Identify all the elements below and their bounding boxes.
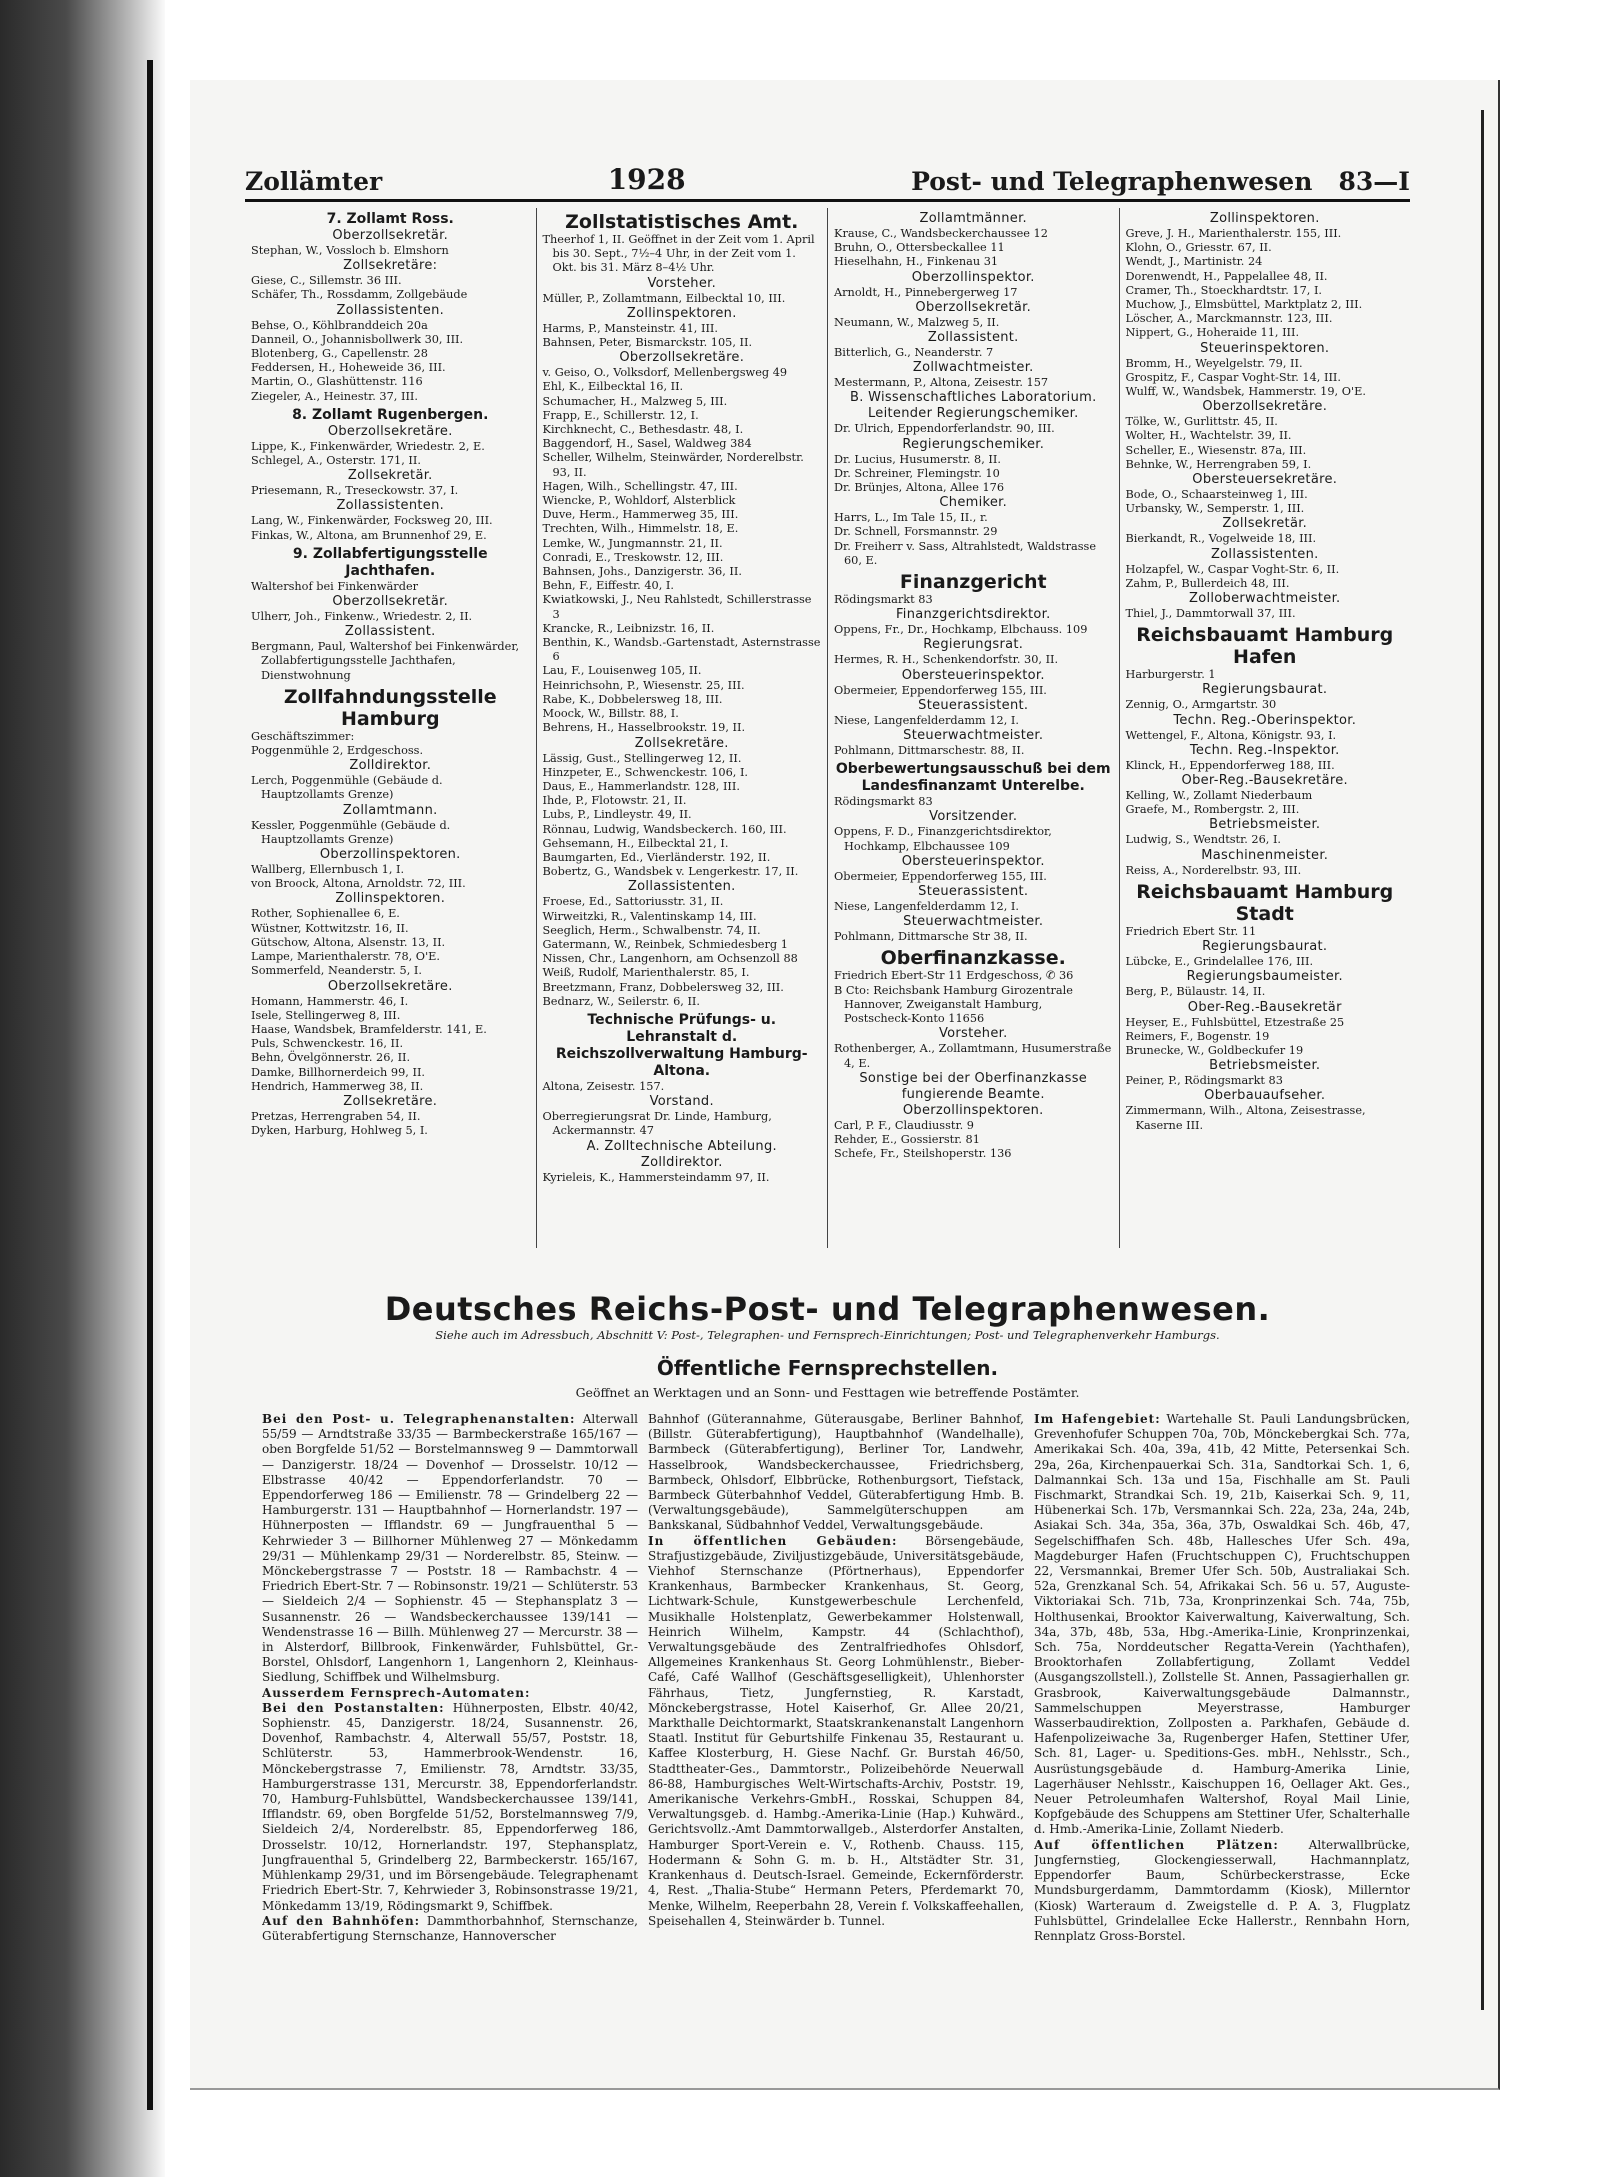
person-entry: Obermeier, Eppendorferweg 155, III. [834,683,1047,697]
role-heading: Techn. Reg.-Oberinspektor. [1173,712,1357,728]
location-group-label: Im Hafengebiet: [1034,1412,1161,1426]
person-entry: Harrs, L., Im Tale 15, II., r. [834,511,988,525]
office-section [1126,881,1405,1133]
person-entry: Lerch, Poggenmühle (Gebäude d. Hauptzollamts Grenze) [251,774,443,802]
person-entry: Rehder, E., Gossierstr. 81 [834,1132,980,1146]
office-title: Oberbewertungsausschuß bei dem Landesfinanzamt Unterelbe. [835,761,1111,795]
role-heading: Zollassistent. [344,624,436,640]
office-section [251,211,530,404]
person-entry: Ziegeler, A., Heinestr. 37, III. [251,389,418,403]
directory-column-1 [245,208,537,1248]
office-title: 7. Zollamt Ross. [326,211,454,227]
person-entry: Weiß, Rudolf, Marienthalerstr. 85, I. [542,966,750,980]
role-heading: Ober-Reg.-Bausekretär [1187,999,1342,1015]
person-entry: Harms, P., Mansteinstr. 41, III. [542,321,718,335]
person-entry: Pohlmann, Dittmarsche Str 38, II. [834,930,1028,944]
person-entry: Dorenwendt, H., Pappelallee 48, II. [1125,269,1328,283]
fernsprech-column-2 [648,1412,1024,2012]
person-entry: Kwiatkowski, J., Neu Rahlstedt, Schillerstrasse 3 [542,593,812,621]
person-entry: Dr. Freiherr v. Sass, Altrahlstedt, Waldstrasse 60, E. [834,539,1097,567]
office-section [834,947,1113,1161]
office-title: Reichsbauamt Hamburg Stadt [1136,880,1394,925]
person-entry: Schäfer, Th., Rossdamm, Zollgebäude [251,288,468,302]
person-entry: Reimers, F., Bogenstr. 19 [1125,1029,1270,1043]
office-section [834,211,1113,568]
role-heading: Zollassistenten. [336,498,445,514]
role-heading: Zollsekretäre: [343,258,438,274]
person-entry: Bode, O., Schaarsteinweg 1, III. [1125,488,1308,502]
person-entry: Lübcke, E., Grindelallee 176, III. [1125,955,1314,969]
location-paragraph [1034,1838,1410,1944]
person-entry: Gatermann, W., Reinbek, Schmiedesberg 1 [542,937,788,951]
role-heading: Techn. Reg.-Inspektor. [1189,742,1340,758]
person-entry: Puls, Schwenckestr. 16, II. [251,1037,404,1051]
person-entry: Berg, P., Bülaustr. 14, II. [1125,985,1266,999]
role-heading: Vorstand. [649,1094,714,1110]
person-entry: Graefe, M., Rombergstr. 2, III. [1125,803,1300,817]
person-entry: Klohn, O., Griesstr. 67, II. [1125,241,1272,255]
page-right-rule [1481,110,1484,2010]
person-entry: Damke, Billhornerdeich 99, II. [251,1065,425,1079]
person-entry: Rödingsmarkt 83 [834,795,933,809]
person-entry: Martin, O., Glashüttenstr. 116 [251,375,423,389]
person-entry: Lippe, K., Finkenwärder, Wriedestr. 2, E. [251,439,485,453]
main-title: Deutsches Reichs-Post- und Telegraphenwesen. [384,1290,1271,1328]
header-left-title: Zollämter [245,167,383,196]
role-heading: Steuerinspektoren. [1200,340,1330,356]
person-entry: Lässig, Gust., Stellingerweg 12, II. [542,751,742,765]
fernsprech-column-1 [262,1412,638,2012]
header-section-name: Post- und Telegraphenwesen [911,167,1313,196]
role-heading: Zolldirektor. [640,1154,723,1170]
person-entry: Behn, Övelgönnerstr. 26, II. [251,1051,411,1065]
role-heading: Oberzollinspektoren. [902,1102,1044,1118]
role-heading: Regierungschemiker. [902,436,1045,452]
person-entry: Behrens, H., Hasselbrookstr. 19, II. [542,721,746,735]
person-entry: Theerhof 1, II. Geöffnet in der Zeit vom 1. April bis 30. Sept., 7½–4 Uhr, in der Zeit vom 1. Okt. bis 31. März 8–4½ Uhr. [542,233,815,275]
person-entry: Bruhn, O., Ottersbeckallee 11 [834,241,1005,255]
person-entry: Kirchknecht, C., Bethesdastr. 48, I. [542,423,744,437]
person-entry: Niese, Langenfelderdamm 12, I. [834,900,1019,914]
person-entry: Heyser, E., Fuhlsbüttel, Etzestraße 25 [1125,1015,1345,1029]
person-entry: Greve, J. H., Marienthalerstr. 155, III. [1125,227,1342,240]
person-entry: B Cto: Reichsbank Hamburg Girozentrale Hannover, Zweiganstalt Hamburg, Postscheck-Konto 11656 [834,983,1073,1026]
directory-column-4 [1120,208,1411,1248]
person-entry: Zahm, P., Bullerdeich 48, III. [1125,576,1290,590]
person-entry: Cramer, Th., Stoeckhardtstr. 17, I. [1125,283,1323,297]
person-entry: Ehl, K., Eilbecktal 16, II. [542,380,684,394]
location-list-text: Hühnerposten, Elbstr. 40/42, Sophienstr. 45, Danzigerstr. 18/24, Susannenstr. 26, Dovenhof, Rambachstr. 4, Alterwall 55/57, Poststr. 18, Schlüterstr. 53, Hammerbrook-Wendenstr. 16, Mönckebergstrasse 7, Emilienstr. 78, Arndtstr. 33/35, Hamburgerstrasse 131, Mercurstr. 38, Eppendorferlandstr. 70, Hamburg-Fuhlsbüttel, Wandsbeckerchaussee 139/141, Ifflandstr. 69, oben Borgfelde 51/52, Borstelmannsweg 7/9, Sieldeich 2/4, Norderelbstr. 85, Eppendorferweg 186, Drosselstr. 10/12, Hornerlandstr. 197, Stephansplatz, Jungfrauenthal 5, Grindelberg 22, Barmbeckerstr. 165/167, Mühlenkamp 29/31, und im Börsengebäude. Telegraphenamt Friedrich Ebert-Str. 7, Kehrwieder 3, Robinsonstrasse 19/21, Mönkedamm 13/19, Rödingsmarkt 9, Schiffbek. [262,1700,638,1913]
role-heading: Zollamtmänner. [919,211,1027,226]
person-entry: Lau, F., Louisenweg 105, II. [542,664,702,678]
role-heading: Zollwachtmeister. [912,360,1034,376]
role-heading: B. Wissenschaftliches Laboratorium. [850,390,1097,406]
person-entry: Seeglich, Herm., Schwalbenstr. 74, II. [542,923,761,937]
person-entry: Wolter, H., Wachtelstr. 39, II. [1125,429,1292,443]
person-entry: Bednarz, W., Seilerstr. 6, II. [542,994,700,1008]
person-entry: Ihde, P., Flotowstr. 21, II. [542,794,687,808]
person-entry: Altona, Zeisestr. 157. [542,1079,665,1093]
role-heading: Zollassistenten. [336,302,445,318]
person-entry: Wiencke, P., Wohldorf, Alsterblick [542,494,736,508]
directory-column-3 [828,208,1120,1248]
header-right-title [911,167,1410,196]
person-entry: Rother, Sophienallee 6, E. [251,907,400,921]
location-paragraph [262,1914,638,1944]
office-section [1126,211,1405,621]
role-heading: Zollsekretär. [347,468,433,484]
person-entry: Poggenmühle 2, Erdgeschoss. [251,744,424,758]
person-entry: Zennig, O., Armgartstr. 30 [1125,698,1277,712]
role-heading: Chemiker. [939,495,1008,511]
location-list-text: Alterwall 55/59 — Arndtstraße 33/35 — Barmbeckerstraße 165/167 — oben Borgfelde 51/52 — Borstelmannsweg 9 — Dammtorwall — Danzigerstr. 18/24 — Dovenhof — Drosselstr. 10/12 — Elbstrasse 40/42 — Eppendorferlandstr. 70 — Eppendorferweg 186 — Emilienstr. 78 — Grindelberg 22 — Hamburgerstr. 131 — Hauptbahnhof — Hornerlandstr. 197 — Hühnerposten — Ifflandstr. 69 — Jungfrauenthal 5 — Kehrwieder 3 — Billhorner Mühlenweg 27 — Mönkedamm 29/31 — Mühlenkamp 29/31 — Norderelbstr. 85, Steinw. — Mönckebergstrasse 7 — Poststr. 18 — Rambachstr. 4 — Friedrich Ebert-Str. 7 — Robinsonstr. 19/21 — Schlüterstr. 53 — Sieldeich 2/4 — Sophienstr. 45 — Stephansplatz 3 — Susannenstr. 26 — Wandsbeckerchaussee 139/141 — Wendenstrasse 16 — Billh. Mühlenweg 27 — Mercurstr. 38 — in Alsterdorf, Billbrook, Finkenwärder, Fuhlsbüttel, Gr.-Borstel, Ohlsdorf, Langenhorn 1, Langenhorn 2, Kleinhaus-Siedlung, Schiffbek und Wilhelmsburg. [262,1412,638,1685]
office-section [251,686,530,1138]
person-entry: Schumacher, H., Malzweg 5, III. [542,394,728,408]
role-heading: Steuerassistent. [918,697,1029,713]
role-heading: Zollassistent. [927,330,1019,346]
role-heading: Regierungsrat. [923,637,1024,653]
person-entry: Waltershof bei Finkenwärder [251,579,419,593]
role-heading: Oberbauaufseher. [1204,1088,1326,1104]
person-entry: Harburgerstr. 1 [1125,668,1216,682]
person-entry: Thiel, J., Dammtorwall 37, III. [1125,607,1296,621]
role-heading: Zollinspektoren. [626,305,737,321]
person-entry: Dr. Ulrich, Eppendorferlandstr. 90, III. [834,422,1055,436]
role-heading: Zollamtmann. [342,802,438,818]
person-entry: Bromm, H., Weyelgelstr. 79, II. [1125,356,1303,370]
person-entry: Finkas, W., Altona, am Brunnenhof 29, E. [251,528,487,542]
binding-shadow-line [147,60,153,2110]
directory-columns [245,208,1410,1248]
person-entry: Geschäftszimmer: [251,729,355,743]
office-title: Technische Prüfungs- u. Lehranstalt d. Reichszollverwaltung Hamburg-Altona. [555,1011,808,1079]
main-title-note: Siehe auch im Adressbuch, Abschnitt V: Post-, Telegraphen- und Fernsprech-Einrichtungen; Post- und Telegraphenverkehr Hamburgs. [435,1328,1220,1342]
office-section [1126,624,1405,878]
location-paragraph [648,1534,1024,1929]
person-entry: Scheller, E., Wiesenstr. 87a, III. [1125,443,1307,457]
person-entry: Dr. Schnell, Forsmannstr. 29 [834,525,998,539]
person-entry: Tölke, W., Gurlittstr. 45, II. [1125,415,1278,429]
person-entry: Rothenberger, A., Zollamtmann, Husumerstraße 4, E. [834,1042,1112,1070]
person-entry: Hagen, Wilh., Schellingstr. 47, III. [542,479,738,493]
person-entry: Daus, E., Hammerlandstr. 128, III. [542,779,740,793]
person-entry: Oppens, F. D., Finanzgerichtsdirektor, Hochkamp, Elbchaussee 109 [834,825,1052,853]
person-entry: Holzapfel, W., Caspar Voght-Str. 6, II. [1125,562,1340,576]
person-entry: Trechten, Wilh., Himmelstr. 18, E. [542,522,739,536]
role-heading: Oberzollsekretäre. [1202,399,1328,415]
person-entry: Zimmermann, Wilh., Altona, Zeisestrasse, Kaserne III. [1125,1104,1366,1132]
location-paragraph [1034,1412,1410,1838]
role-heading: Finanzgerichtsdirektor. [895,607,1051,623]
person-entry: Duve, Herm., Hammerweg 35, III. [542,508,739,522]
role-heading: Ober-Reg.-Bausekretäre. [1181,773,1348,789]
role-heading: Regierungsbaumeister. [1186,969,1343,985]
person-entry: Stephan, W., Vossloch b. Elmshorn [251,244,449,257]
person-entry: Dyken, Harburg, Hohlweg 5, I. [251,1124,428,1138]
person-entry: Dr. Brünjes, Altona, Allee 176 [834,481,1005,495]
person-entry: Müller, P., Zollamtmann, Eilbecktal 10, III. [542,291,786,305]
person-entry: Ludwig, S., Wendtstr. 26, I. [1125,833,1282,847]
role-heading: Steuerwachtmeister. [903,728,1044,744]
person-entry: Wirweitzki, R., Valentinskamp 14, III. [542,909,757,923]
person-entry: Carl, P. F., Claudiusstr. 9 [834,1118,974,1132]
office-title: Finanzgericht [899,571,1047,594]
person-entry: Giese, C., Sillemstr. 36 III. [251,274,402,288]
office-title: Zollstatistisches Amt. [565,211,799,233]
person-entry: Wettengel, F., Altona, Königstr. 93, I. [1125,728,1337,742]
person-entry: Niese, Langenfelderdamm 12, I. [834,713,1019,727]
role-heading: Oberzollsekretäre. [619,350,745,366]
person-entry: Gütschow, Altona, Alsenstr. 13, II. [251,935,446,949]
person-entry: Baggendorf, H., Sasel, Waldweg 384 [542,437,752,451]
role-heading: Oberzollsekretär. [332,228,449,243]
person-entry: Lemke, W., Jungmannstr. 21, II. [542,536,723,550]
person-entry: Heinrichsohn, P., Wiesenstr. 25, III. [542,678,745,692]
location-group-label: Bei den Post- u. Telegraphenanstalten: [262,1412,576,1426]
person-entry: Ulherr, Joh., Finkenw., Wriedestr. 2, II. [251,610,473,624]
directory-column-2 [537,208,829,1248]
person-entry: Arnoldt, H., Pinnebergerweg 17 [834,285,1018,299]
location-paragraph [262,1412,638,1686]
office-section [543,1012,822,1185]
person-entry: Wendt, J., Martinistr. 24 [1125,255,1263,269]
office-section [543,211,822,1009]
person-entry: Dr. Lucius, Husumerstr. 8, II. [834,452,1001,466]
person-entry: Urbansky, W., Semperstr. 1, III. [1125,502,1305,516]
person-entry: Bahnsen, Peter, Bismarckstr. 105, II. [542,336,753,350]
person-entry: Bierkandt, R., Vogelweide 18, III. [1125,532,1317,546]
person-entry: Bahnsen, Johs., Danzigerstr. 36, II. [542,565,742,579]
person-entry: Bobertz, G., Wandsbek v. Lengerkestr. 17, II. [542,865,799,879]
person-entry: Danneil, O., Johannisbollwerk 30, III. [251,332,464,346]
location-group-label: Bei den Postanstalten: [262,1700,445,1715]
person-entry: Rödingsmarkt 83 [834,593,933,607]
person-entry: Moock, W., Billstr. 88, I. [542,707,679,721]
office-title: Zollfahndungsstelle Hamburg [283,685,497,730]
role-heading: Regierungsbaurat. [1202,939,1328,955]
office-title: 8. Zollamt Rugenbergen. [292,406,489,423]
role-heading: Leitender Regierungschemiker. [867,406,1079,422]
person-entry: Pohlmann, Dittmarschestr. 88, II. [834,744,1025,758]
header-year: 1928 [607,163,686,196]
person-entry: Mestermann, P., Altona, Zeisestr. 157 [834,376,1049,390]
role-heading: Zollsekretäre. [343,1093,438,1109]
office-section [834,571,1113,758]
person-entry: Hermes, R. H., Schenkendorfstr. 30, II. [834,653,1059,667]
person-entry: Blotenberg, G., Capellenstr. 28 [251,347,428,361]
location-group-label: In öffentlichen Gebäuden: [648,1533,898,1548]
header-page-number: 83—I [1338,167,1410,196]
office-title: 9. Zollabfertigungsstelle Jachthafen. [292,545,488,579]
role-heading: Vorsteher. [647,275,717,291]
person-entry: Wallberg, Ellernbusch 1, I. [251,863,405,877]
role-heading: A. Zolltechnische Abteilung. [586,1138,777,1154]
person-entry: Bergmann, Paul, Waltershof bei Finkenwärder, Zollabfertigungsstelle Jachthafen, Dienstwohnung [251,640,520,682]
person-entry: Rönnau, Ludwig, Wandsbeckerch. 160, III. [542,822,787,836]
person-entry: Priesemann, R., Treseckowstr. 37, I. [251,484,459,498]
role-heading: Steuerwachtmeister. [903,914,1044,930]
person-entry: Hieselhahn, H., Finkenau 31 [834,255,999,269]
person-entry: Kyrieleis, K., Hammersteindamm 97, II. [542,1170,770,1184]
role-heading: Zollsekretär. [1222,516,1308,532]
person-entry: Krause, C., Wandsbeckerchaussee 12 [834,227,1048,240]
role-heading: Oberzollsekretäre. [327,978,453,994]
role-heading: Oberzollsekretäre. [327,423,453,439]
person-entry: Obermeier, Eppendorferweg 155, III. [834,869,1047,883]
person-entry: Breetzmann, Franz, Dobbelersweg 32, III. [542,980,784,994]
person-entry: Kessler, Poggenmühle (Gebäude d. Hauptzollamts Grenze) [251,818,451,846]
role-heading: Zolldirektor. [349,758,432,774]
office-section [251,546,530,683]
location-group-label: Auf den Bahnhöfen: [262,1913,421,1928]
office-section [834,761,1113,944]
person-entry: Wulff, W., Wandsbek, Hammerstr. 19, O'E. [1125,385,1366,399]
role-heading: Sonstige bei der Oberfinanzkasse fungierende Beamte. [859,1070,1088,1102]
person-entry: Peiner, P., Rödingsmarkt 83 [1125,1074,1283,1088]
fernsprech-column-3 [1034,1412,1410,2012]
person-entry: Behnke, W., Herrengraben 59, I. [1125,457,1312,471]
location-group-label: Ausserdem Fernsprech-Automaten: [262,1685,531,1700]
location-list-text: Börsengebäude, Strafjustizgebäude, Ziviljustizgebäude, Universitätsgebäude, Viehhof Sternschanze (Pförtnerhaus), Eppendorfer Krankenhaus, Barmbecker Krankenhaus, St. Georg, Lichtwark-Schule, Kunstgewerbeschule Lerchenfeld, Musikhalle Holstenplatz, Gewerbekammer Holstenwall, Heinrich Wilhelm, Kampstr. 44 (Schlachthof), Verwaltungsgebäude des Zentralfriedhofes Ohlsdorf, Allgemeines Krankenhaus St. Georg Lohmühlenstr., Bieber-Café, Café Wallhof (Geschäftsgeselligkeit), Uhlenhorster Fährhaus, Tietz, Jungfernstieg, R. Karstadt, Mönckebergstrasse, Hotel Kaiserhof, Gr. Allee 20/21, Markthalle Deichtormarkt, Staatskrankenanstalt Langenhorn Staatl. Institut für Geburtshilfe Finkenau 35, Restaurant u. Kaffee Klosterburg, H. Giese Nachf. Gr. Burstah 46/50, Stadttheater-Ges., Dammtorstr., Polizeibehörde Neuerwall 86-88, Hamburgisches Welt-Wirtschafts-Archiv, Poststr. 19, Amerikanische Verkehrs-GmbH., Rosskai, Schuppen 84, Verwaltungsgeb. d. Hambg.-Amerika-Linie (Hap.) Kuhwärd., Gerichtsvollz.-Amt Dammtorwallgeb., Alsterdorfer Anstalten, Hamburger Sport-Verein e. V., Rothenb. Chauss. 115, Hodermann & Sohn G. m. b. H., Altstädter Str. 31, Krankenhaus d. Deutsch-Israel. Gemeinde, Eckernförderstr. 4, Rest. „Thalia-Stube“ Hermann Peters, Pferdemarkt 70, Menke, Wilhelm, Reeperbahn 28, Verein f. Volkskaffeehallen, Speisehallen 4, Steinwärder b. Tunnel. [648,1533,1024,1928]
location-list-text: Wartehalle St. Pauli Landungsbrücken, Grevenhofufer Schuppen 70a, 70b, Mönckebergkai Sch. 77a, Amerikakai Sch. 40a, 39a, 41b, 42 Mitte, Petersenkai Sch. 29a, 26a, Kirchenpauerkai Sch. 31a, Sandtorkai Sch. 1, 6, Dalmannkai Sch. 13a und 15a, Fischhalle am St. Pauli Fischmarkt, Strandkai Sch. 19, 21b, Kaiserkai Sch. 9, 11, Hübenerkai Sch. 17b, Versmannkai Sch. 22a, 23a, 24a, 24b, Asiakai Sch. 34a, 35a, 36a, 37b, Oswaldkai Sch. 46b, 47, Segelschiffhafen Sch. 48b, Hallesches Ufer Sch. 49a, Magdeburger Hafen (Fruchtschuppen C), Fruchtschuppen 22, Versmannkai, Bremer Ufer Sch. 50b, Australiakai Sch. 52a, Grenzkanal Sch. 54, Afrikakai Sch. 56 u. 57, Auguste-Viktoriakai Sch. 71b, 73a, Kronprinzenkai Sch. 74a, 75b, Holthusenkai, Brooktor Kaiverwaltung, Kaiverwaltung, Sch. 34a, 37b, 48b, 53a, Hbg.-Amerika-Linie, Kronprinzenkai, Sch. 75a, Norddeutscher Regatta-Verein (Yachthafen), Brooktorhafen Zollabfertigung, Zollamt Veddel (Ausgangszollstell.), Zollstelle St. Annen, Passagierhallen gr. Grasbrook, Kaiverwaltungsgebäude Dalmannstr., Sammelschuppen Meyerstrasse, Hamburger Wasserbaudirektion, Zollposten a. Parkhafen, Gebäude d. Hafenpolizeiwache 3a, Rugenberger Hafen, Stettiner Ufer, Sch. 81, Lager- u. Speditions-Ges. mbH., Nehlsstr., Sch., Ausrüstungsgebäude d. Hamburg-Amerika Linie, Lagerhäuser Nehlsstr., Kaischuppen 16, Oellager Akt. Ges., Neuer Petroleumhafen Waltershof, Royal Mail Linie, Kopfgebäude des Schuppens am Stettiner Ufer, Schalterhalle d. Hmb.-Amerika-Linie, Zollamt Niederb. [1034,1412,1410,1837]
location-paragraph [648,1412,1024,1534]
person-entry: Pretzas, Herrengraben 54, II. [251,1109,421,1123]
role-heading: Oberzollinspektoren. [319,847,461,863]
role-heading: Zolloberwachtmeister. [1189,591,1341,607]
person-entry: Behse, O., Köhlbranddeich 20a [251,318,428,332]
person-entry: Lampe, Marienthalerstr. 78, O'E. [251,950,441,964]
person-entry: Friedrich Ebert Str. 11 [1125,924,1257,938]
person-entry: Feddersen, H., Hoheweide 36, III. [251,361,446,375]
person-entry: Lubs, P., Lindleystr. 49, II. [542,808,692,822]
person-entry: Kelling, W., Zollamt Niederbaum [1125,789,1313,803]
person-entry: Oppens, Fr., Dr., Hochkamp, Elbchauss. 109 [834,623,1088,637]
role-heading: Regierungsbaurat. [1202,682,1328,698]
office-section [251,407,530,543]
role-heading: Maschinenmeister. [1201,847,1329,863]
location-list-text: Bahnhof (Güterannahme, Güterausgabe, Berliner Bahnhof, (Billstr. Güterabfertigung), Hauptbahnhof (Wandelhalle), Barmbeck (Güterabfertigung), Berliner Tor, Landwehr, Hasselbrook, Wandsbeckerchaussee, Friedrichsberg, Barmbeck, Ohlsdorf, Elbbrücke, Rothenburgsort, Tiefstack, Barmbeck Güterbahnhof Veddel, Güterabfertigung Hmb. B. (Verwaltungsgebäude), Sammelgüterschuppen am Bankskanal, Südbahnhof Veddel, Verwaltungsgebäude. [648,1412,1024,1533]
person-entry: Krancke, R., Leibnizstr. 16, II. [542,621,715,635]
office-title: Reichsbauamt Hamburg Hafen [1136,624,1394,669]
role-heading: Obersteuersekretäre. [1192,472,1338,488]
fernsprech-columns [262,1412,1410,2012]
role-heading: Oberzollsekretär. [915,299,1032,315]
person-entry: Behn, F., Eiffestr. 40, I. [542,579,674,593]
person-entry: Dr. Schreiner, Flemingstr. 10 [834,466,1000,480]
person-entry: Benthin, K., Wandsb.-Gartenstadt, Asternstrasse 6 [542,636,821,664]
person-entry: v. Geiso, O., Volksdorf, Mellenbergsweg 49 [542,366,788,380]
person-entry: Schlegel, A., Osterstr. 171, II. [251,454,421,468]
role-heading: Betriebsmeister. [1209,1058,1321,1074]
role-heading: Vorsitzender. [929,809,1018,825]
person-entry: Rabe, K., Dobbelersweg 18, III. [542,692,723,706]
role-heading: Betriebsmeister. [1209,817,1321,833]
person-entry: Muchow, J., Elmsbüttel, Marktplatz 2, III. [1125,298,1363,312]
scan-binding-edge [0,0,165,2177]
person-entry: Conradi, E., Treskowstr. 12, III. [542,550,724,564]
role-heading: Zollassistenten. [627,879,736,895]
person-entry: Klinck, H., Eppendorferweg 188, III. [1125,758,1335,772]
person-entry: Froese, Ed., Sattoriusstr. 31, II. [542,895,724,909]
location-list-text: Alterwallbrücke, Jungfernstieg, Glockengiesserwall, Hachmannplatz, Eppendorfer Baum, Schürbeckerstrasse, Ecke Mundsburgerdamm, Dammtordamm (Kiosk), Millerntor (Kiosk) Warteraum d. Zweigstelle d. P. A. 3, Flugplatz Fuhlsbüttel, Grindelallee Ecke Hallerstr., Rennbahn Horn, Rennplatz Gross-Borstel. [1034,1837,1410,1943]
role-heading: Obersteuerinspektor. [901,667,1045,683]
section-subtitle: Geöffnet an Werktagen und an Sonn- und Festtagen wie betreffende Postämter. [575,1385,1080,1400]
role-heading: Oberzollinspektor. [911,269,1035,285]
person-entry: Grospitz, F., Caspar Voght-Str. 14, III. [1125,370,1341,384]
person-entry: Oberregierungsrat Dr. Linde, Hamburg, Ackermannstr. 47 [542,1110,772,1138]
person-entry: Frapp, E., Schillerstr. 12, I. [542,408,699,422]
person-entry: Lang, W., Finkenwärder, Focksweg 20, III. [251,514,493,528]
location-group-label: Auf öffentlichen Plätzen: [1034,1837,1279,1852]
role-heading: Zollassistenten. [1210,546,1319,562]
person-entry: von Broock, Altona, Arnoldstr. 72, III. [251,877,466,891]
role-heading: Zollinspektoren. [1209,211,1320,226]
person-entry: Bitterlich, G., Neanderstr. 7 [834,346,994,360]
location-paragraph [262,1701,638,1914]
location-paragraph [262,1686,638,1701]
person-entry: Scheller, Wilhelm, Steinwärder, Norderelbstr. 93, II. [542,451,804,479]
person-entry: Schefe, Fr., Steilshoperstr. 136 [834,1147,1012,1161]
person-entry: Friedrich Ebert-Str 11 Erdgeschoss, ✆ 36 [834,969,1074,983]
person-entry: Neumann, W., Malzweg 5, II. [834,315,1000,329]
section-title: Öffentliche Fernsprechstellen. [656,1356,999,1380]
office-title: Oberfinanzkasse. [880,947,1066,970]
person-entry: Wüstner, Kottwitzstr. 16, II. [251,921,409,935]
person-entry: Nissen, Chr., Langenhorn, am Ochsenzoll 88 [542,952,798,966]
person-entry: Reiss, A., Norderelbstr. 93, III. [1125,863,1302,877]
person-entry: Haase, Wandsbek, Bramfelderstr. 141, E. [251,1022,487,1036]
role-heading: Oberzollsekretär. [332,594,449,610]
person-entry: Hinzpeter, E., Schwenckestr. 106, I. [542,765,749,779]
person-entry: Nippert, G., Hoheraide 11, III. [1125,326,1300,340]
person-entry: Löscher, A., Marckmannstr. 123, III. [1125,312,1333,326]
person-entry: Homann, Hammerstr. 46, I. [251,994,409,1008]
role-heading: Steuerassistent. [918,884,1029,900]
location-list-text: Dammthorbahnhof, Sternschanze, Güterabfertigung Sternschanze, Hannoverscher [262,1913,638,1943]
person-entry: Isele, Stellingerweg 8, III. [251,1008,401,1022]
role-heading: Zollsekretäre. [634,735,729,751]
role-heading: Obersteuerinspektor. [901,853,1045,869]
person-entry: Sommerfeld, Neanderstr. 5, I. [251,964,422,978]
role-heading: Vorsteher. [938,1026,1008,1042]
person-entry: Brunecke, W., Goldbeckufer 19 [1125,1043,1304,1057]
role-heading: Zollinspektoren. [335,891,446,907]
person-entry: Hendrich, Hammerweg 38, II. [251,1079,424,1093]
person-entry: Baumgarten, Ed., Vierländerstr. 192, II. [542,850,771,864]
person-entry: Gehsemann, H., Eilbecktal 21, I. [542,836,729,850]
page-header [245,162,1410,202]
